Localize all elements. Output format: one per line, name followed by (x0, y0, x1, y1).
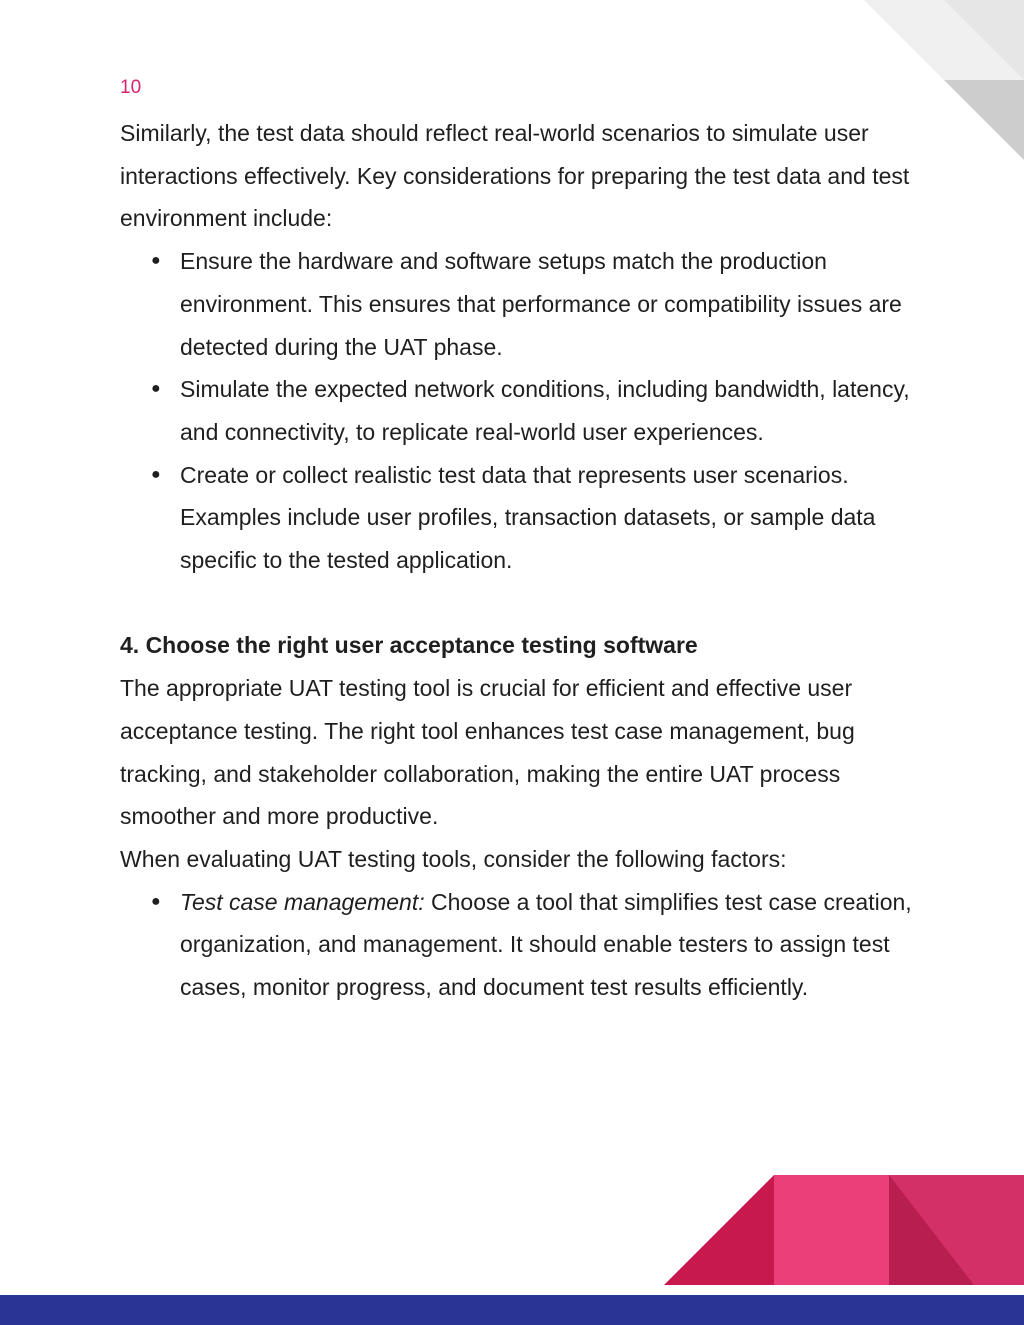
bullet-icon: ● (151, 380, 161, 398)
bullet-icon: ● (151, 892, 161, 910)
bullet-icon: ● (151, 252, 161, 270)
section-paragraph: The appropriate UAT testing tool is crucial for efficient and effective user acceptance testing. The right tool enhances test case management, bug tracking, and stakeholder collaboration, making the entire UAT process smoother and more productive. (120, 675, 855, 830)
factor-text: Choose a tool that simplifies test case creation, organization, and management. It should enable testers to assign test cases, monitor progress, and document test results efficiently. (180, 888, 912, 1001)
section-spacer (120, 582, 920, 625)
list-item (120, 454, 920, 582)
list-item-text: Create or collect realistic test data that represents user scenarios. Examples include user profiles, transaction datasets, or sample data specific to the tested application. (180, 461, 876, 574)
list-item (120, 881, 920, 1009)
section-paragraph: When evaluating UAT testing tools, consider the following factors: (120, 845, 787, 872)
list-item (120, 240, 920, 368)
footer-band (0, 1295, 1024, 1325)
section-heading: 4. Choose the right user acceptance testing software (120, 632, 698, 659)
document-body (120, 112, 920, 1009)
page-number: 10 (120, 77, 142, 98)
considerations-list (120, 240, 920, 582)
bullet-icon: ● (151, 465, 161, 483)
list-item (120, 368, 920, 453)
intro-paragraph: Similarly, the test data should reflect real-world scenarios to simulate user interactions effectively. Key considerations for preparing the test data and test environment include: (120, 120, 910, 232)
list-item-text: Simulate the expected network conditions, including bandwidth, latency, and connectivity, to replicate real-world user experiences. (180, 376, 910, 445)
factor-term: Test case management: (180, 888, 425, 915)
list-item-text: Ensure the hardware and software setups match the production environment. This ensures that performance or compatibility issues are detected during the UAT phase. (180, 248, 902, 360)
factors-list (120, 881, 920, 1009)
